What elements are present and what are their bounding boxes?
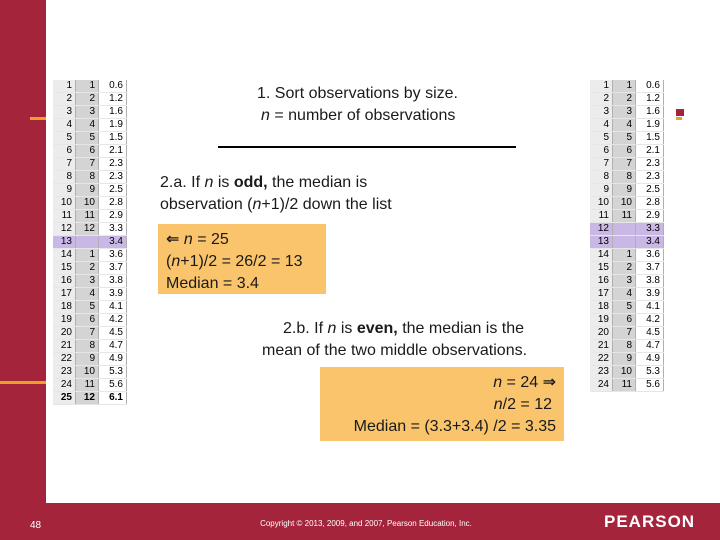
table-cell: 3.8 xyxy=(636,275,664,288)
table-cell: 2.1 xyxy=(99,145,127,158)
even-box-line2-rest: /2 = 12 xyxy=(502,396,552,413)
table-cell: 8 xyxy=(590,171,613,184)
table-cell: 14 xyxy=(590,249,613,262)
table-cell: 4.5 xyxy=(99,327,127,340)
table-cell: 4 xyxy=(53,119,76,132)
table-cell: 10 xyxy=(613,197,636,210)
table-cell: 23 xyxy=(590,366,613,379)
table-cell: 9 xyxy=(590,184,613,197)
table-row xyxy=(590,197,664,210)
table-row xyxy=(590,288,664,301)
even-box-line1 xyxy=(320,371,556,394)
table-cell: 5 xyxy=(613,132,636,145)
table-cell: 6 xyxy=(613,314,636,327)
table-cell: 19 xyxy=(53,314,76,327)
table-cell: 6 xyxy=(76,145,99,158)
table-cell: 7 xyxy=(590,158,613,171)
table-cell: 0.6 xyxy=(636,80,664,93)
table-cell: 4 xyxy=(76,119,99,132)
table-row xyxy=(590,366,664,379)
table-cell: 2.3 xyxy=(99,158,127,171)
table-cell: 4.1 xyxy=(99,301,127,314)
table-cell: 25 xyxy=(53,392,76,405)
table-row xyxy=(53,197,127,210)
table-cell: 21 xyxy=(590,340,613,353)
table-row xyxy=(590,106,664,119)
step2b-prefix: 2.b. If xyxy=(283,320,328,337)
table-row xyxy=(53,301,127,314)
table-cell: 6 xyxy=(76,314,99,327)
table-cell: 17 xyxy=(53,288,76,301)
table-cell: 20 xyxy=(590,327,613,340)
table-cell: 16 xyxy=(590,275,613,288)
table-cell: 7 xyxy=(53,158,76,171)
table-cell: 11 xyxy=(613,379,636,392)
right-observation-table xyxy=(590,80,664,392)
table-cell: 8 xyxy=(76,340,99,353)
table-row xyxy=(53,249,127,262)
n-var: n xyxy=(252,196,262,213)
table-row xyxy=(53,340,127,353)
step1-line2-rest: = number of observations xyxy=(269,107,456,124)
table-cell: 3 xyxy=(613,275,636,288)
table-cell: 5.6 xyxy=(636,379,664,392)
table-cell: 4 xyxy=(590,119,613,132)
table-row xyxy=(590,145,664,158)
table-row xyxy=(53,93,127,106)
table-row xyxy=(590,275,664,288)
table-cell: 9 xyxy=(613,184,636,197)
table-cell: 18 xyxy=(53,301,76,314)
table-cell: 8 xyxy=(613,171,636,184)
table-cell: 1 xyxy=(590,80,613,93)
page-number: 48 xyxy=(30,520,42,531)
table-cell: 1.2 xyxy=(636,93,664,106)
table-cell: 17 xyxy=(590,288,613,301)
table-cell: 22 xyxy=(590,353,613,366)
table-cell: 8 xyxy=(76,171,99,184)
table-cell: 10 xyxy=(76,197,99,210)
n-var: n xyxy=(327,320,337,337)
table-cell: 24 xyxy=(590,379,613,392)
step2a-line2-prefix: observation ( xyxy=(160,196,253,213)
table-cell: 1 xyxy=(76,249,99,262)
table-cell: 2.8 xyxy=(636,197,664,210)
right-arrow-icon: ⇒ xyxy=(542,372,556,391)
table-row xyxy=(53,132,127,145)
table-cell: 11 xyxy=(76,210,99,223)
table-cell: 1.5 xyxy=(636,132,664,145)
table-row xyxy=(53,80,127,93)
decor-line-left-bottom xyxy=(0,381,46,384)
table-row xyxy=(590,236,664,249)
even-word: even, xyxy=(356,320,398,337)
table-cell: 10 xyxy=(53,197,76,210)
table-row xyxy=(53,119,127,132)
table-cell: 2.3 xyxy=(99,171,127,184)
table-cell: 3.8 xyxy=(99,275,127,288)
odd-box-line2 xyxy=(166,251,326,273)
table-row xyxy=(590,119,664,132)
table-cell: 9 xyxy=(76,353,99,366)
copyright-text: Copyright © 2013, 2009, and 2007, Pearson Education, Inc. xyxy=(260,519,472,528)
table-cell: 2.9 xyxy=(636,210,664,223)
table-cell xyxy=(76,236,99,249)
pearson-logo: PEARSON xyxy=(604,512,696,531)
table-row xyxy=(590,93,664,106)
table-cell: 8 xyxy=(53,171,76,184)
table-cell: 3 xyxy=(590,106,613,119)
table-row xyxy=(53,210,127,223)
odd-box-line1 xyxy=(166,228,326,251)
table-cell: 4.1 xyxy=(636,301,664,314)
table-cell: 3.7 xyxy=(636,262,664,275)
table-cell: 3 xyxy=(76,275,99,288)
table-cell: 2 xyxy=(53,93,76,106)
table-cell: 3.9 xyxy=(99,288,127,301)
table-cell: 4.2 xyxy=(99,314,127,327)
step2a-line1 xyxy=(160,172,392,194)
table-row xyxy=(53,392,127,405)
table-cell: 21 xyxy=(53,340,76,353)
step1-line2 xyxy=(257,105,458,127)
table-row xyxy=(53,314,127,327)
table-cell: 9 xyxy=(53,184,76,197)
table-cell: 5 xyxy=(613,301,636,314)
table-row xyxy=(53,223,127,236)
table-cell: 8 xyxy=(613,340,636,353)
table-row xyxy=(590,340,664,353)
table-cell: 22 xyxy=(53,353,76,366)
table-cell: 10 xyxy=(613,366,636,379)
odd-box-line2-rest: +1)/2 = 26/2 = 13 xyxy=(180,253,303,270)
table-cell: 4.2 xyxy=(636,314,664,327)
table-cell: 23 xyxy=(53,366,76,379)
table-cell: 2.3 xyxy=(636,171,664,184)
table-cell: 7 xyxy=(76,327,99,340)
table-row xyxy=(590,327,664,340)
step1-text xyxy=(257,83,458,127)
table-cell: 2.5 xyxy=(636,184,664,197)
table-cell: 5 xyxy=(590,132,613,145)
table-row xyxy=(53,171,127,184)
odd-example-box xyxy=(158,224,326,294)
table-cell: 12 xyxy=(76,392,99,405)
table-cell: 1 xyxy=(53,80,76,93)
table-cell: 3.9 xyxy=(636,288,664,301)
table-cell: 12 xyxy=(53,223,76,236)
table-cell: 11 xyxy=(76,379,99,392)
table-cell: 15 xyxy=(53,262,76,275)
table-cell: 12 xyxy=(76,223,99,236)
left-arrow-icon: ⇐ xyxy=(166,229,180,248)
step2b-is: is xyxy=(336,320,357,337)
table-cell: 3.4 xyxy=(99,236,127,249)
table-cell: 2.3 xyxy=(636,158,664,171)
step2a-is: is xyxy=(213,174,234,191)
table-cell: 1.5 xyxy=(99,132,127,145)
slide-content xyxy=(46,76,676,462)
table-cell: 5 xyxy=(53,132,76,145)
table-row xyxy=(590,80,664,93)
table-cell: 9 xyxy=(76,184,99,197)
odd-box-line3: Median = 3.4 xyxy=(166,275,259,292)
table-cell: 3.3 xyxy=(99,223,127,236)
table-cell: 2.8 xyxy=(99,197,127,210)
n-var: n xyxy=(204,174,214,191)
decor-line-left xyxy=(30,117,46,120)
table-cell: 2 xyxy=(76,93,99,106)
step2b-line1 xyxy=(262,318,527,340)
table-row xyxy=(53,275,127,288)
step1-line1: 1. Sort observations by size. xyxy=(257,85,458,102)
table-cell: 6 xyxy=(590,145,613,158)
table-cell: 18 xyxy=(590,301,613,314)
odd-box-line2-open: ( xyxy=(166,253,172,270)
table-row xyxy=(53,366,127,379)
table-cell: 3.7 xyxy=(99,262,127,275)
table-cell: 3 xyxy=(53,106,76,119)
table-row xyxy=(590,184,664,197)
table-cell: 7 xyxy=(613,327,636,340)
table-cell: 0.6 xyxy=(99,80,127,93)
n-var: n xyxy=(493,396,503,413)
table-cell: 24 xyxy=(53,379,76,392)
table-cell: 5.3 xyxy=(99,366,127,379)
table-cell: 13 xyxy=(53,236,76,249)
even-box-line3: Median = (3.3+3.4) /2 = 3.35 xyxy=(353,418,556,435)
table-cell: 13 xyxy=(590,236,613,249)
table-row xyxy=(53,327,127,340)
table-cell: 2.1 xyxy=(636,145,664,158)
table-row xyxy=(590,314,664,327)
odd-box-line1-rest: = 25 xyxy=(192,231,229,248)
step2a-suffix: the median is xyxy=(267,174,368,191)
table-cell: 1.6 xyxy=(636,106,664,119)
table-row xyxy=(53,106,127,119)
step2a-line2 xyxy=(160,194,392,216)
table-cell: 5.6 xyxy=(99,379,127,392)
table-row xyxy=(53,353,127,366)
table-cell: 1 xyxy=(76,80,99,93)
even-box-line2 xyxy=(320,394,556,416)
table-cell xyxy=(613,236,636,249)
n-var: n xyxy=(261,107,270,124)
table-cell: 4.7 xyxy=(99,340,127,353)
table-cell: 11 xyxy=(590,210,613,223)
n-var: n xyxy=(171,253,181,270)
table-row xyxy=(53,158,127,171)
table-cell xyxy=(613,223,636,236)
table-cell: 4 xyxy=(613,288,636,301)
odd-word: odd, xyxy=(233,174,268,191)
table-cell: 2.5 xyxy=(99,184,127,197)
step2b-suffix: the median is the xyxy=(397,320,525,337)
even-example-box xyxy=(320,367,564,441)
table-cell: 2 xyxy=(76,262,99,275)
table-cell: 3.6 xyxy=(99,249,127,262)
table-row xyxy=(53,184,127,197)
table-row xyxy=(590,262,664,275)
table-row xyxy=(53,288,127,301)
left-observation-table xyxy=(53,80,127,405)
table-cell: 4 xyxy=(76,288,99,301)
table-row xyxy=(53,236,127,249)
even-box-line1-rest: = 24 xyxy=(502,374,543,391)
n-var: n xyxy=(183,231,193,248)
table-cell: 3 xyxy=(76,106,99,119)
table-cell: 20 xyxy=(53,327,76,340)
table-cell: 4.9 xyxy=(99,353,127,366)
table-cell: 7 xyxy=(76,158,99,171)
table-row xyxy=(53,145,127,158)
n-var: n xyxy=(493,374,503,391)
table-cell: 10 xyxy=(76,366,99,379)
table-cell: 3.4 xyxy=(636,236,664,249)
step2a-prefix: 2.a. If xyxy=(160,174,205,191)
table-cell: 4.5 xyxy=(636,327,664,340)
table-cell: 9 xyxy=(613,353,636,366)
table-row xyxy=(590,249,664,262)
table-row xyxy=(53,379,127,392)
table-cell: 14 xyxy=(53,249,76,262)
table-row xyxy=(590,158,664,171)
left-brand-bar xyxy=(0,0,46,540)
step2b-line2: mean of the two middle observations. xyxy=(262,342,528,359)
table-cell: 1 xyxy=(613,249,636,262)
table-cell: 1.9 xyxy=(99,119,127,132)
table-row xyxy=(590,301,664,314)
table-row xyxy=(590,171,664,184)
table-cell: 3.6 xyxy=(636,249,664,262)
table-cell: 2 xyxy=(590,93,613,106)
table-row xyxy=(590,353,664,366)
table-cell: 5.3 xyxy=(636,366,664,379)
table-cell: 6 xyxy=(613,145,636,158)
table-cell: 11 xyxy=(53,210,76,223)
table-cell: 19 xyxy=(590,314,613,327)
table-cell: 5 xyxy=(76,301,99,314)
step2a-text xyxy=(160,172,392,216)
table-cell: 4.7 xyxy=(636,340,664,353)
step2b-text xyxy=(262,318,527,362)
table-row xyxy=(590,210,664,223)
table-cell: 2 xyxy=(613,93,636,106)
table-cell: 1.2 xyxy=(99,93,127,106)
table-cell: 15 xyxy=(590,262,613,275)
table-row xyxy=(53,262,127,275)
table-row xyxy=(590,132,664,145)
table-cell: 4 xyxy=(613,119,636,132)
table-cell: 3 xyxy=(613,106,636,119)
table-cell: 7 xyxy=(613,158,636,171)
table-cell: 1.6 xyxy=(99,106,127,119)
step2a-line2-suffix: +1)/2 down the list xyxy=(261,196,392,213)
table-cell: 6.1 xyxy=(99,392,127,405)
table-cell: 1.9 xyxy=(636,119,664,132)
divider-rule xyxy=(218,146,516,148)
table-cell: 1 xyxy=(613,80,636,93)
table-cell: 2.9 xyxy=(99,210,127,223)
table-cell: 10 xyxy=(590,197,613,210)
table-cell: 16 xyxy=(53,275,76,288)
table-cell: 4.9 xyxy=(636,353,664,366)
table-row xyxy=(590,379,664,392)
table-cell: 6 xyxy=(53,145,76,158)
table-cell: 12 xyxy=(590,223,613,236)
table-cell: 5 xyxy=(76,132,99,145)
table-cell: 2 xyxy=(613,262,636,275)
table-row xyxy=(590,223,664,236)
table-cell: 3.3 xyxy=(636,223,664,236)
table-cell: 11 xyxy=(613,210,636,223)
